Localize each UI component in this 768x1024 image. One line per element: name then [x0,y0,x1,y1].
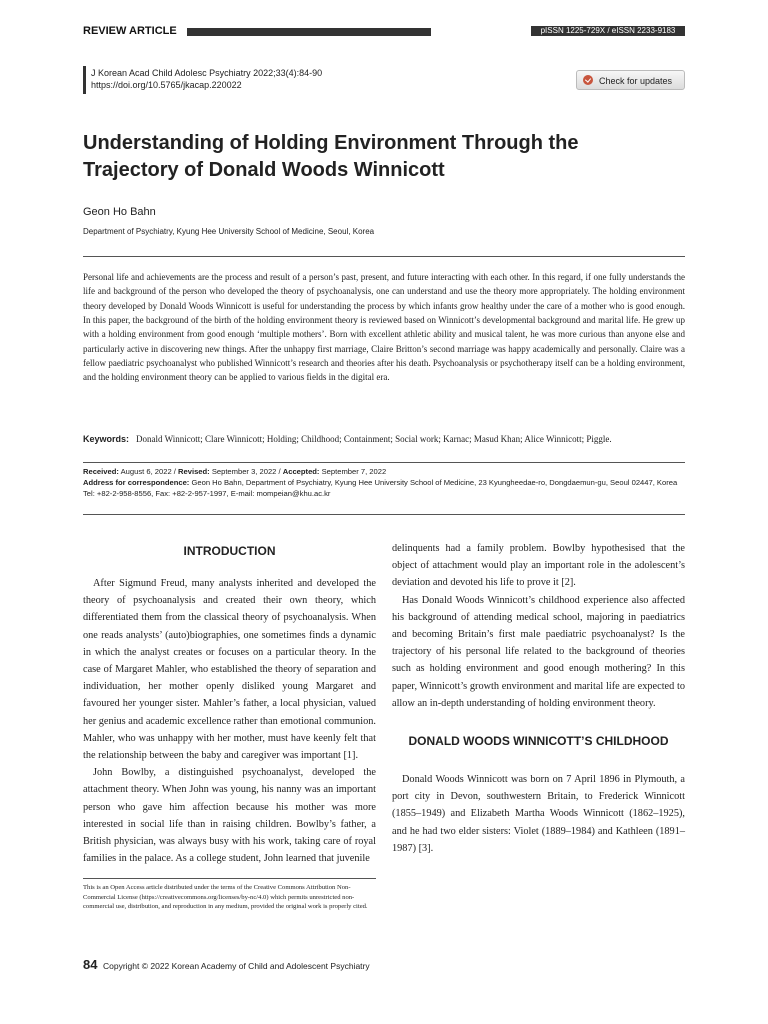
received-date: August 6, 2022 [120,467,172,476]
page-number: 84 [83,957,98,972]
contact-line: Tel: +82-2-958-8556, Fax: +82-2-957-1997, E-mail: mompeian@khu.ac.kr [83,489,331,498]
article-title: Understanding of Holding Environment Through the Trajectory of Donald Woods Winnicott [83,132,579,181]
paragraph: John Bowlby, a distinguished psychoanalyst, developed the attachment theory. When John was young, his nanny was an important person who gave him affection because his mother was more interested in social life than in raising children. Bowlby’s father, a British physician, was always busy with his work, taking care of royal families in the palace. As a college student, John learned that juvenile [83,767,376,865]
accepted-date: September 7, 2022 [321,467,387,476]
article-type-label: REVIEW ARTICLE [83,25,181,37]
paragraph-continued: delinquents had a family problem. Bowlby hypothesised that the object of attachment would play an important role in the adolescent’s deviation and devoted his life to prove it [2]. [392,543,685,589]
abstract-top-rule [83,256,685,257]
correspondence-line [83,477,685,488]
doi-link[interactable]: https://doi.org/10.5765/jkacap.220022 [91,80,242,90]
article-info [83,466,685,499]
check-for-updates-label: Check for updates [599,76,673,86]
copyright-notice: Copyright © 2022 Korean Academy of Child and Adolescent Psychiatry [103,961,370,971]
right-column [392,540,685,857]
accepted-label: Accepted: [282,467,320,476]
paragraph: Has Donald Woods Winnicott’s childhood experience also affected his background of attending medical school, majoring in paediatrics and becoming Britain’s first male paediatric psychoanalyst? Is the trajectory of his personal life related to the background of theories such as holding environment and good enough mothering? In this paper, Winnicott’s growth environment and marital life are expected to allow an in-depth understanding of holding environment theory. [392,594,685,709]
keywords-label: Keywords: [83,434,130,444]
abstract: Personal life and achievements are the process and result of a person’s past, present, and future interacting with each other. In this regard, if one fully understands the life and background of the person who developed the theory of psychoanalysis, one can understand and use the theory more appropriately. The holding environment theory developed by Donald Woods Winnicott is useful for understanding the process by which infants grow healthy under the care of a mother who is good enough. In this paper, the background of the birth of the holding environment theory is reviewed based on Winnicott’s developmental background and marital life. He grew up with a holding environment from good enough ‘multiple mothers’. Born with excellent athletic ability and musical talent, he was more curious than anyone else and particularly active in discovering new things. After the unhappy first marriage, Claire Britton’s second marriage was happy academically and personally. Claire was a fellow paediatric psychoanalyst who published Winnicott’s research and theories after his death. Psychoanalysis or psychotherapy itself can be a holding environment, and the holding environment theory can be applied to various fields in the digital era. [83,272,685,383]
keywords-text: Donald Winnicott; Clare Winnicott; Holding; Childhood; Containment; Social work; Karnac; Masud Khan; Alice Winnicott; Piggle. [136,434,612,444]
keywords-rule [83,462,685,463]
revised-date: September 3, 2022 [211,467,277,476]
dates-line: Received: August 6, 2022 / Revised: September 3, 2022 / Accepted: September 7, 2022 [83,467,387,476]
section-heading-childhood: DONALD WOODS WINNICOTT’S CHILDHOOD [408,734,669,749]
citation-bar [83,66,86,94]
received-label: Received: [83,467,119,476]
journal-citation: J Korean Acad Child Adolesc Psychiatry 2022;33(4):84-90 [91,68,323,78]
license-footnote: This is an Open Access article distributed under the terms of the Creative Commons Attribution Non-Commercial License (https://creativecommons.org/licenses/by-nc/4.0) which permits unrestricted non-commercial use, distribution, and reproduction in any medium, provided the original work is properly cited. [83,884,368,911]
left-column [83,540,376,867]
author-name: Geon Ho Bahn [83,206,156,218]
info-rule [83,514,685,515]
check-updates-icon [583,75,593,85]
keywords [83,432,685,446]
correspondence-address: Geon Ho Bahn, Department of Psychiatry, Kyung Hee University School of Medicine, 23 Kyungheedae-ro, Dongdaemun-gu, Seoul 02447, Korea [191,478,678,487]
section-heading-introduction: INTRODUCTION [183,544,276,558]
revised-label: Revised: [178,467,210,476]
footnote-rule [83,878,376,879]
check-for-updates-button[interactable] [576,70,685,90]
header-rule [187,28,431,36]
paragraph: Donald Woods Winnicott was born on 7 April 1896 in Plymouth, a port city in Devon, southwestern Britain, to Frederick Winnicott (1855–1949) and Elizabeth Martha Woods Winnicott (1862–1925), and he had two elder sisters: Violet (1889–1984) and Kathleen (1891–1987) [3]. [392,774,685,854]
header-bar [83,26,685,36]
paragraph: After Sigmund Freud, many analysts inherited and developed the theory of psychoanalysis and created their own theory, which differentiated them from the classical theory of psychoanalysis. When one reads analysts’ (auto)biographies, one sometimes finds a dynamic in which the analyst creates or focuses on a particular theory. In the case of Margaret Mahler, who established the theory of separation and individuation, her mother openly disliked young Margaret and favoured her younger sister. Mahler’s father, a local physician, valued her genius and academic excellence rather than emotional communion. Mahler, who was unhappy with her mother, must have keenly felt that the relationship between the baby and caregiver was important [1]. [83,578,376,762]
correspondence-label: Address for correspondence: [83,478,190,487]
author-affiliation: Department of Psychiatry, Kyung Hee University School of Medicine, Seoul, Korea [83,227,375,236]
issn-label: pISSN 1225-729X / eISSN 2233-9183 [531,26,685,36]
